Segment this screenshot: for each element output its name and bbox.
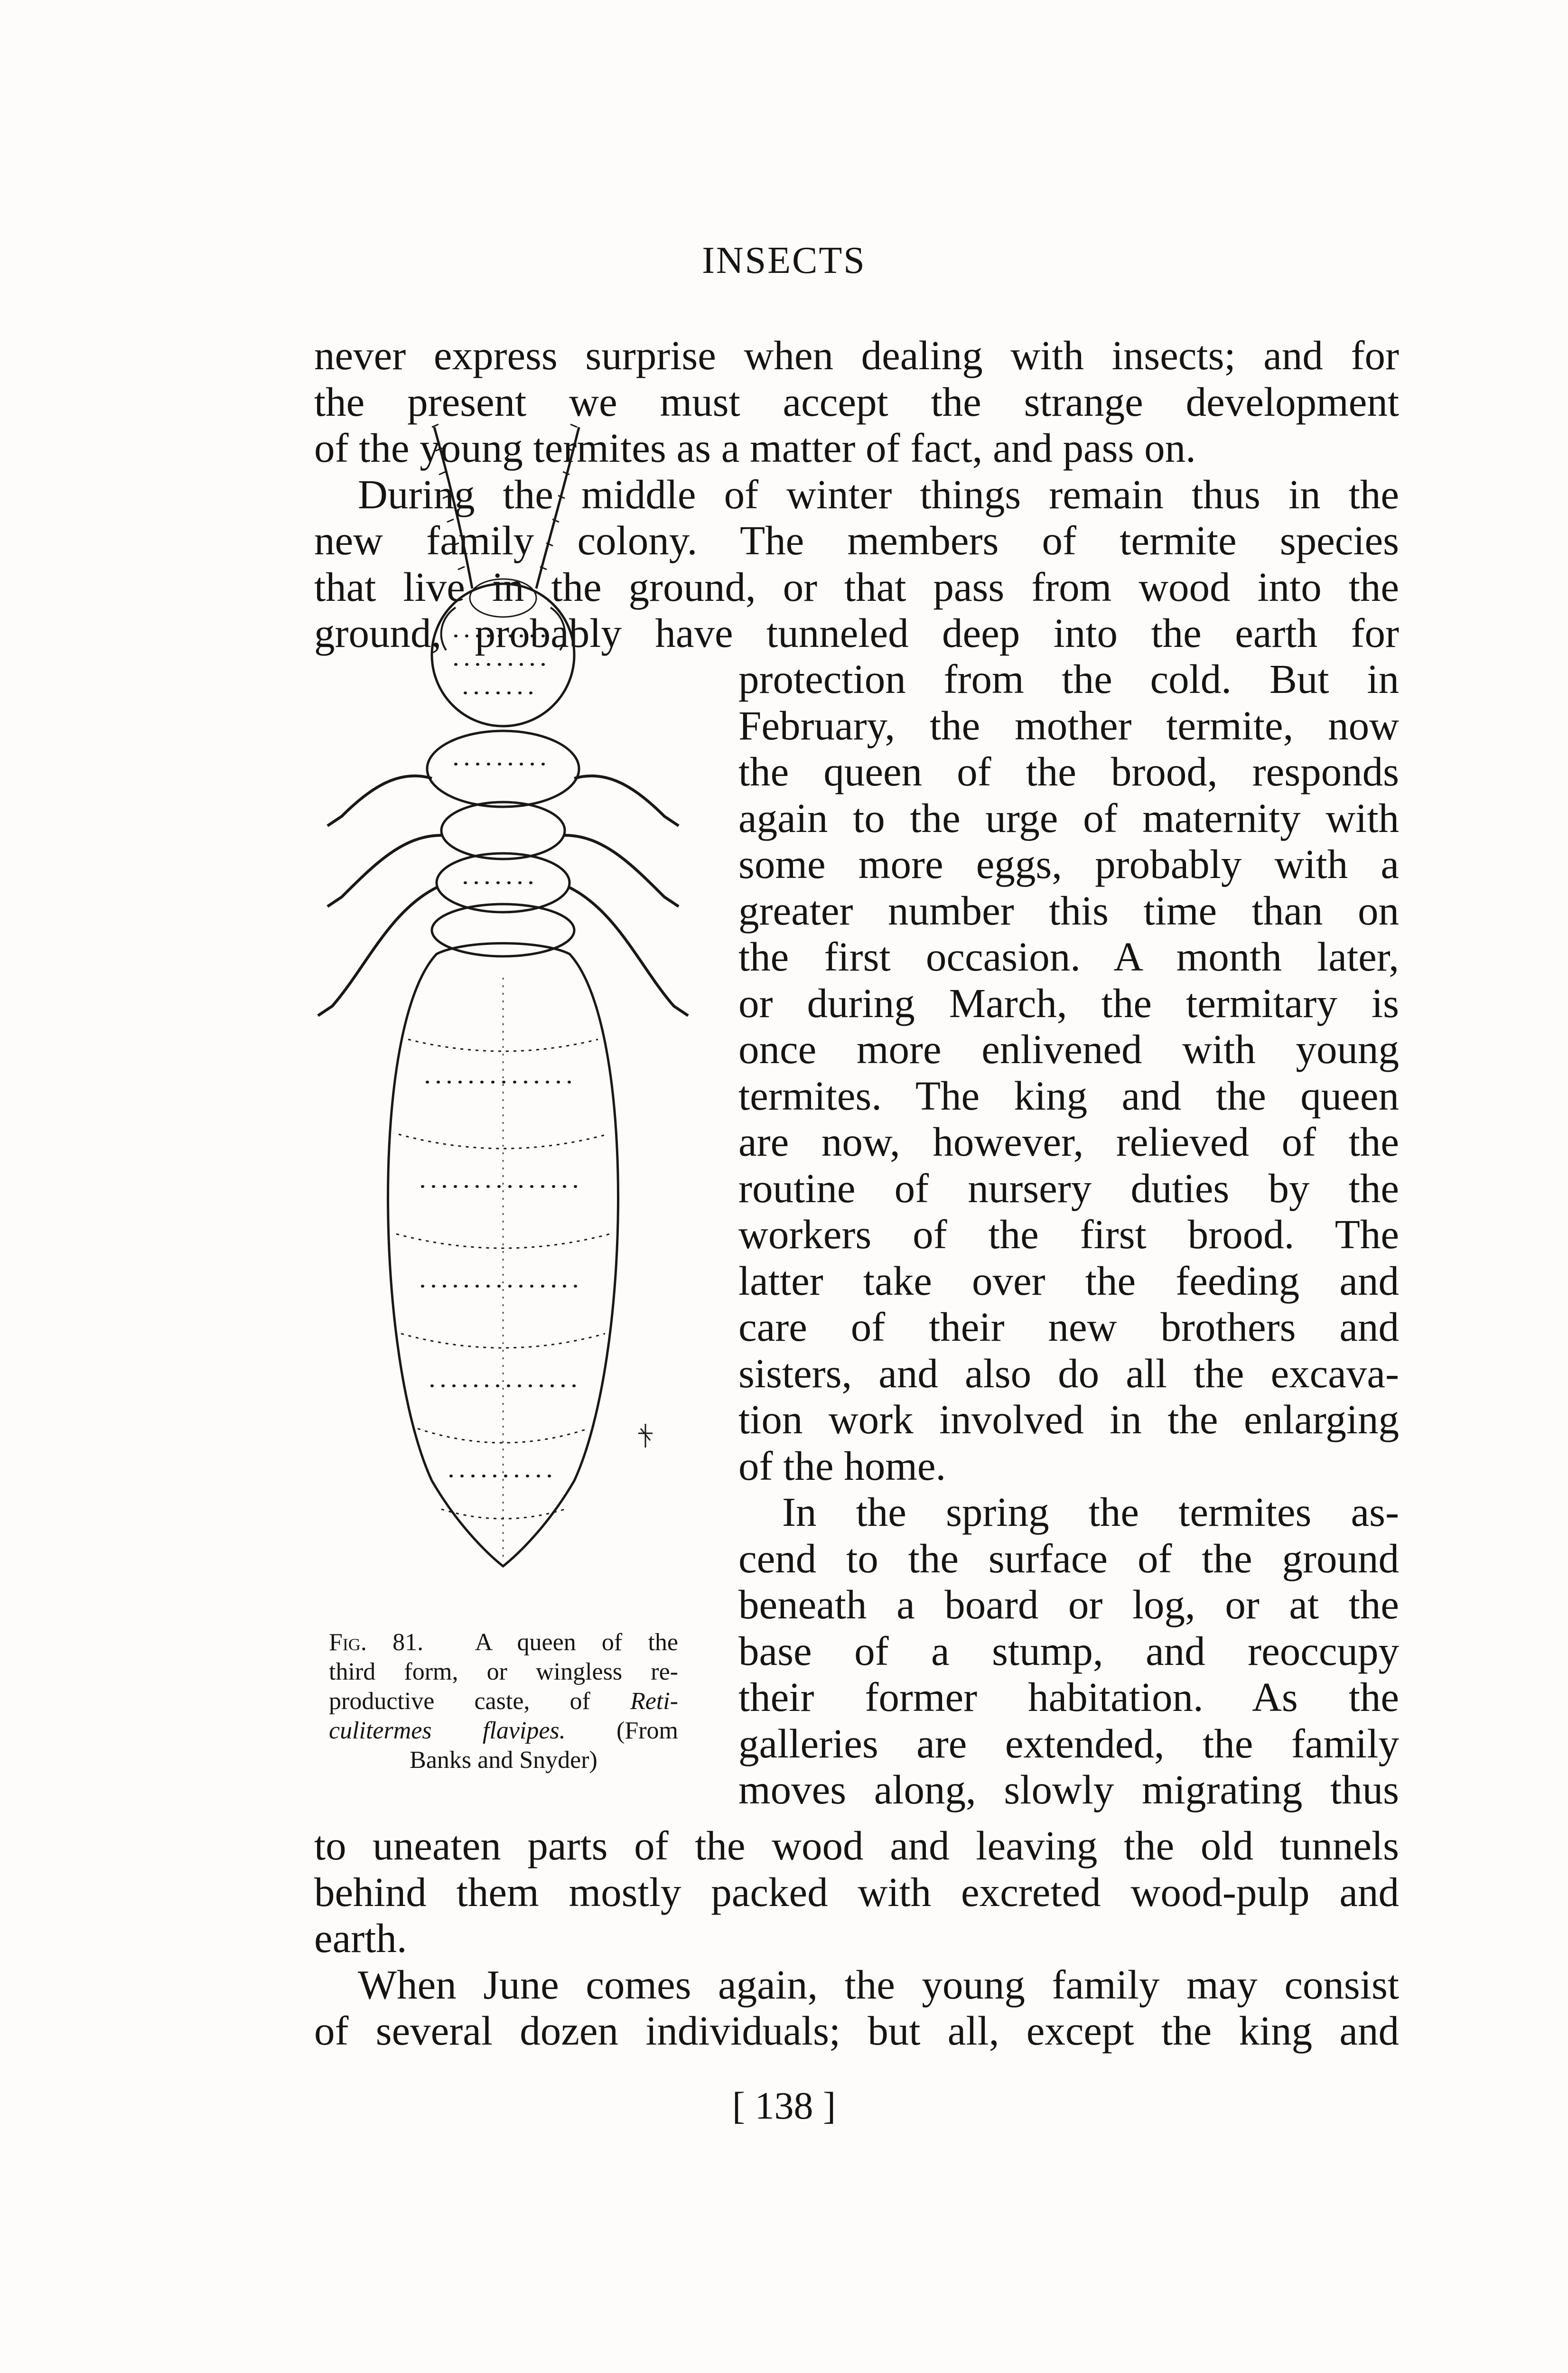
text-line: protection from the cold. But in [738, 656, 1399, 702]
caption-species: culitermes flavipes. [329, 1717, 566, 1744]
text-line: latter take over the feeding and [738, 1257, 1399, 1304]
text-line: routine of nursery duties by the [738, 1165, 1399, 1211]
text-line: once more enlivened with young [738, 1026, 1399, 1072]
text-line: to uneaten parts of the wood and leaving the old tunnels [314, 1822, 1399, 1869]
text-line: the queen of the brood, responds [738, 748, 1399, 794]
text-line: moves along, slowly migrating thus [738, 1766, 1399, 1812]
text-line: again to the urge of maternity with [738, 794, 1399, 841]
text-line: or during March, the termitary is [738, 980, 1399, 1026]
text-line: that live in the ground, or that pass from wood into the [314, 563, 1399, 610]
text-line: some more eggs, probably with a [738, 841, 1399, 887]
text-line: earth. [314, 1915, 407, 1961]
text-line: base of a stump, and reoccupy [738, 1627, 1399, 1674]
caption-text: Banks and Snyder) [410, 1747, 597, 1774]
paragraph-column [738, 656, 1399, 1813]
caption-text: (From [616, 1717, 678, 1744]
text-line: care of their new brothers and [738, 1304, 1399, 1350]
text-line: are now, however, relieved of the [738, 1119, 1399, 1165]
text-line: greater number this time than on [738, 887, 1399, 934]
text-line: February, the mother termite, now [738, 702, 1399, 748]
figure-caption [329, 1628, 678, 1775]
text-line: their former habitation. As the [738, 1674, 1399, 1720]
text-line: never express surprise when dealing with insects; and for [314, 332, 1399, 378]
text-line: the first occasion. A month later, [738, 934, 1399, 980]
paragraph-full-bottom [314, 1822, 1399, 2054]
text-line: In the spring the termites as- [782, 1489, 1399, 1535]
text-line: termites. The king and the queen [738, 1072, 1399, 1119]
caption-text: A queen of the [475, 1629, 678, 1656]
caption-species: Reti- [630, 1688, 678, 1715]
text-line: new family colony. The members of termite species [314, 517, 1399, 563]
text-line: of the young termites as a matter of fact, and pass on. [314, 425, 1196, 471]
text-line: During the middle of winter things remain thus in the [358, 471, 1399, 517]
text-line: the present we must accept the strange development [314, 378, 1399, 425]
termite-queen-illustration [313, 408, 707, 1604]
text-line: When June comes again, the young family may consist [358, 1961, 1399, 2008]
text-line: cend to the surface of the ground [738, 1535, 1399, 1581]
text-line: beneath a board or log, or at the [738, 1581, 1399, 1627]
text-line: of the home. [738, 1442, 946, 1489]
text-line: workers of the first brood. The [738, 1211, 1399, 1257]
caption-text: productive caste, of [329, 1688, 590, 1715]
text-line: sisters, and also do all the excava- [738, 1350, 1399, 1396]
text-line: ground, probably have tunneled deep into the earth for [314, 610, 1399, 656]
caption-text: third form, or wingless re- [329, 1658, 678, 1685]
running-head: INSECTS [702, 240, 866, 281]
page-number: [ 138 ] [732, 2084, 836, 2127]
text-line: tion work involved in the enlarging [738, 1396, 1399, 1442]
text-line: of several dozen individuals; but all, except the king and [314, 2008, 1399, 2054]
figure-label: Fig. 81. [329, 1629, 424, 1656]
text-line: behind them mostly packed with excreted wood-pulp and [314, 1869, 1399, 1915]
text-line: galleries are extended, the family [738, 1720, 1399, 1766]
